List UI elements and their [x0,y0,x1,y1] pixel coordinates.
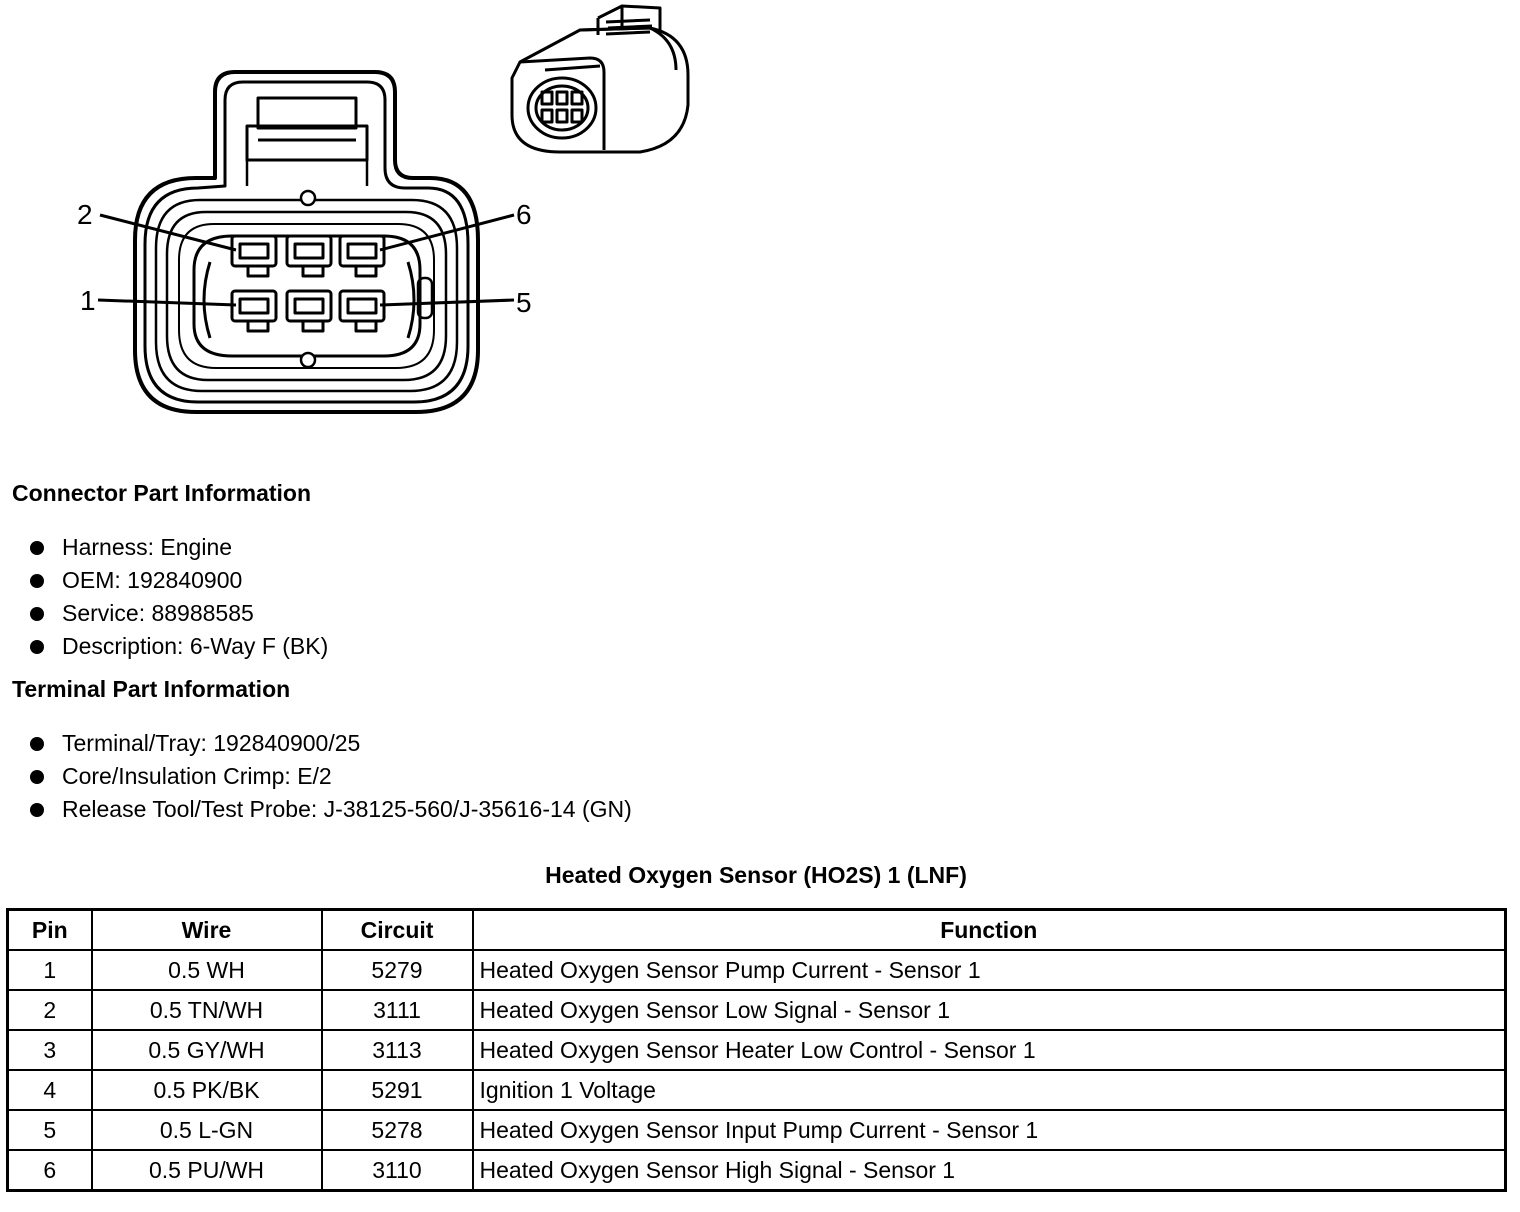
list-item-text: Harness: Engine [62,534,233,560]
circuit-cell: 5279 [322,950,473,990]
table-row [8,1030,1506,1070]
list-item [30,531,328,564]
pin-callout-6: 6 [516,199,532,230]
table-row [8,950,1506,990]
wire-cell: 0.5 L-GN [92,1110,322,1150]
bullet-icon [30,640,44,654]
table-row [8,990,1506,1030]
connector-isometric-view [512,6,688,152]
circuit-cell: 5278 [322,1110,473,1150]
function-cell: Heated Oxygen Sensor Pump Current - Sensor 1 [473,950,1506,990]
pin-callout-5: 5 [516,287,532,318]
circuit-cell: 5291 [322,1070,473,1110]
column-header-circuit: Circuit [322,910,473,951]
table-row [8,1150,1506,1191]
table-title: Heated Oxygen Sensor (HO2S) 1 (LNF) [545,862,967,888]
bullet-icon [30,574,44,588]
table-row [8,1110,1506,1150]
function-cell: Heated Oxygen Sensor Heater Low Control - Sensor 1 [473,1030,1506,1070]
terminal-info-list [30,727,632,826]
list-item [30,597,328,630]
pin-cell: 3 [8,1030,92,1070]
circuit-cell: 3113 [322,1030,473,1070]
function-cell: Ignition 1 Voltage [473,1070,1506,1110]
pin-cell: 5 [8,1110,92,1150]
list-item-text: Terminal/Tray: 192840900/25 [62,730,361,756]
terminal-info-heading: Terminal Part Information [12,676,291,702]
pinout-table [6,908,1507,1192]
wire-cell: 0.5 WH [92,950,322,990]
table-header-row [8,910,1506,951]
bullet-icon [30,737,44,751]
connector-info-list [30,531,328,663]
function-cell: Heated Oxygen Sensor Input Pump Current - Sensor 1 [473,1110,1506,1150]
pin-callout-2: 2 [77,199,93,230]
list-item [30,727,632,760]
list-item [30,564,328,597]
function-cell: Heated Oxygen Sensor Low Signal - Sensor 1 [473,990,1506,1030]
pin-cell: 2 [8,990,92,1030]
wire-cell: 0.5 PK/BK [92,1070,322,1110]
pin-cell: 1 [8,950,92,990]
list-item-text: Description: 6-Way F (BK) [62,633,329,659]
pin-cell: 6 [8,1150,92,1191]
list-item-text: Release Tool/Test Probe: J-38125-560/J-35616-14 (GN) [62,796,632,822]
list-item-text: OEM: 192840900 [62,567,243,593]
bullet-icon [30,607,44,621]
circuit-cell: 3111 [322,990,473,1030]
bullet-icon [30,803,44,817]
terminal-cavities [232,236,384,331]
list-item [30,760,632,793]
bullet-icon [30,770,44,784]
wire-cell: 0.5 PU/WH [92,1150,322,1191]
column-header-wire: Wire [92,910,322,951]
circuit-cell: 3110 [322,1150,473,1191]
list-item [30,630,328,663]
pin-callout-1: 1 [80,285,96,316]
connector-diagram [0,0,760,440]
function-cell: Heated Oxygen Sensor High Signal - Sensor 1 [473,1150,1506,1191]
list-item [30,793,632,826]
wire-cell: 0.5 TN/WH [92,990,322,1030]
table-row [8,1070,1506,1110]
connector-info-heading: Connector Part Information [12,480,312,506]
list-item-text: Service: 88988585 [62,600,254,626]
connector-face [135,72,478,412]
bullet-icon [30,541,44,555]
column-header-pin: Pin [8,910,92,951]
pin-cell: 4 [8,1070,92,1110]
column-header-function: Function [473,910,1506,951]
wire-cell: 0.5 GY/WH [92,1030,322,1070]
list-item-text: Core/Insulation Crimp: E/2 [62,763,332,789]
